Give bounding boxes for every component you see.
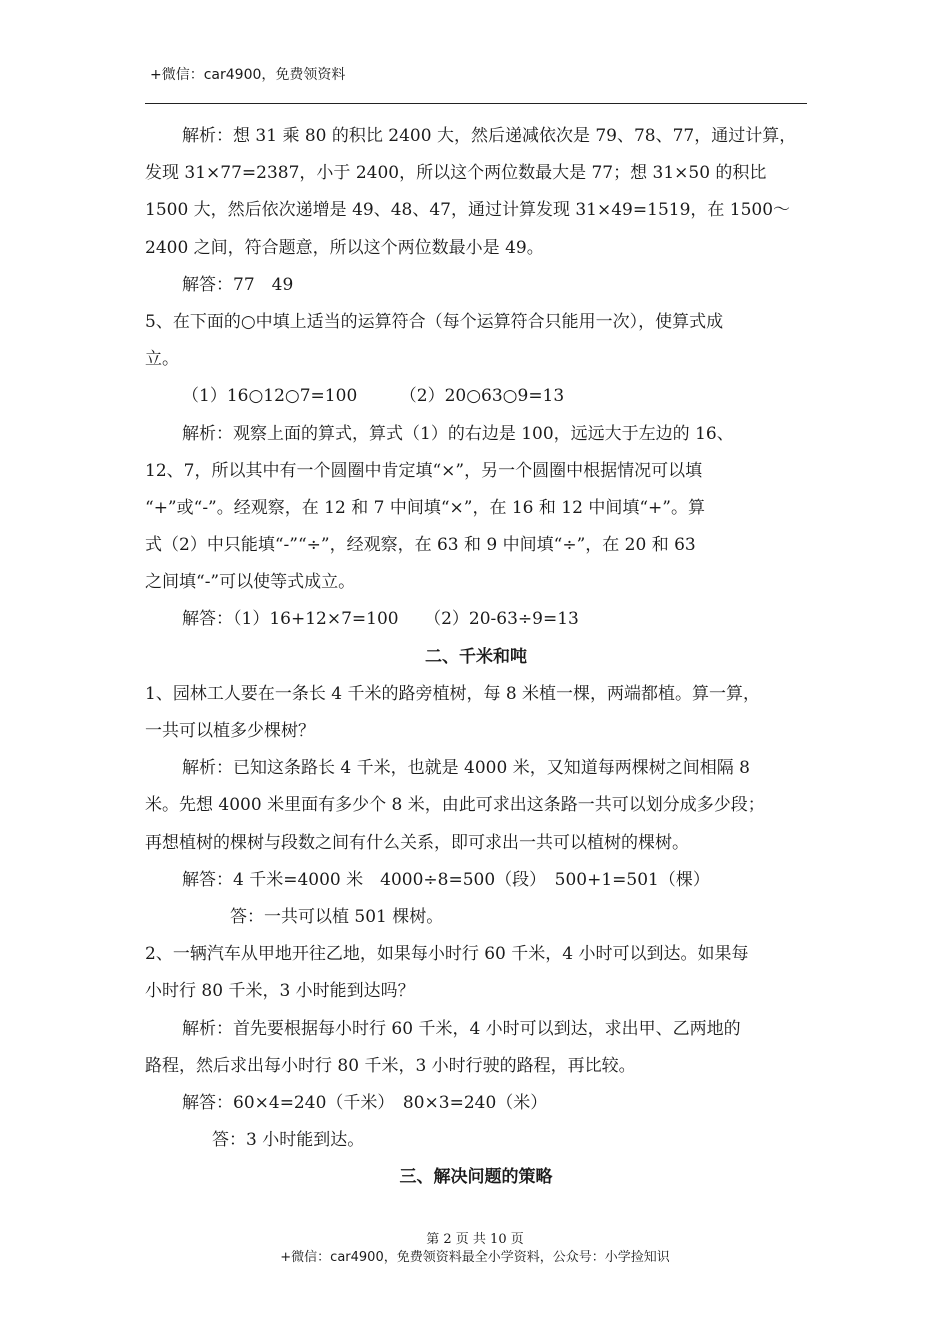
answer-line: 解答：（1）16+12×7=100 （2）20-63÷9=13 xyxy=(182,609,579,630)
answer-line: 解答：4 千米=4000 米 4000÷8=500（段） 500+1=501（棵） xyxy=(182,869,710,890)
page-number: 第 2 页 共 10 页 xyxy=(426,1232,524,1247)
equation-line: （1）16○12○7=100 （2）20○63○9=13 xyxy=(182,386,565,407)
document-body xyxy=(145,118,807,1196)
question-line: 立。 xyxy=(145,349,179,370)
text-line: 解析：已知这条路长 4 千米，也就是 4000 米，又知道每两棵树之间相隔 8 xyxy=(182,758,750,779)
answer-line: 解答：60×4=240（千米） 80×3=240（米） xyxy=(182,1092,548,1113)
text-line: 解析：想 31 乘 80 的积比 2400 大，然后递减依次是 79、78、77，通过计算， xyxy=(182,126,797,146)
text-line: 解析：观察上面的算式，算式（1）的右边是 100，远远大于左边的 16、 xyxy=(182,423,734,444)
question-line: 1、园林工人要在一条长 4 千米的路旁植树，每 8 米植一棵，两端都植。算一算， xyxy=(145,683,761,704)
text-line: 式（2）中只能填“-”“÷”，经观察，在 63 和 9 中间填“÷”，在 20 和 63 xyxy=(145,535,696,556)
text-line: 之间填“-”可以使等式成立。 xyxy=(145,572,356,593)
text-line: 12、7，所以其中有一个圆圈中肯定填“×”，另一个圆圈中根据情况可以填 xyxy=(145,460,703,481)
text-line: 解析：首先要根据每小时行 60 千米，4 小时可以到达，求出甲、乙两地的 xyxy=(182,1018,741,1039)
question-line: 5、在下面的○中填上适当的运算符合（每个运算符合只能用一次），使算式成 xyxy=(145,311,724,332)
answer-line: 解答：77 49 xyxy=(182,274,294,295)
answer-line: 答：3 小时能到达。 xyxy=(212,1130,365,1151)
section-title: 二、千米和吨 xyxy=(425,646,527,667)
question-line: 一共可以植多少棵树？ xyxy=(145,721,315,741)
text-line: 1500 大，然后依次递增是 49、48、47，通过计算发现 31×49=1519，在 1500～ xyxy=(145,200,791,221)
text-line: 路程，然后求出每小时行 80 千米，3 小时行驶的路程，再比较。 xyxy=(145,1055,636,1076)
question-line: 2、一辆汽车从甲地开往乙地，如果每小时行 60 千米，4 小时可以到达。如果每 xyxy=(145,944,749,965)
page-footer: +微信：car4900，免费领资料最全小学资料，公众号：小学捡知识 xyxy=(280,1250,670,1265)
answer-line: 答：一共可以植 501 棵树。 xyxy=(230,906,444,927)
text-line: 再想植树的棵树与段数之间有什么关系，即可求出一共可以植树的棵树。 xyxy=(145,832,689,853)
page-header: +微信：car4900，免费领资料 xyxy=(150,67,346,83)
text-line: 2400 之间，符合题意，所以这个两位数最小是 49。 xyxy=(145,237,544,258)
question-line: 小时行 80 千米，3 小时能到达吗？ xyxy=(145,981,415,1002)
text-line: 发现 31×77=2387，小于 2400，所以这个两位数最大是 77；想 31×50 的积比 xyxy=(145,163,767,184)
text-line: “+”或“-”。经观察，在 12 和 7 中间填“×”，在 16 和 12 中间填“+”。算 xyxy=(145,497,705,518)
text-line: 米。先想 4000 米里面有多少个 8 米，由此可求出这条路一共可以划分成多少段； xyxy=(145,795,765,816)
header-divider xyxy=(145,103,807,104)
section-title: 三、解决问题的策略 xyxy=(399,1167,553,1188)
